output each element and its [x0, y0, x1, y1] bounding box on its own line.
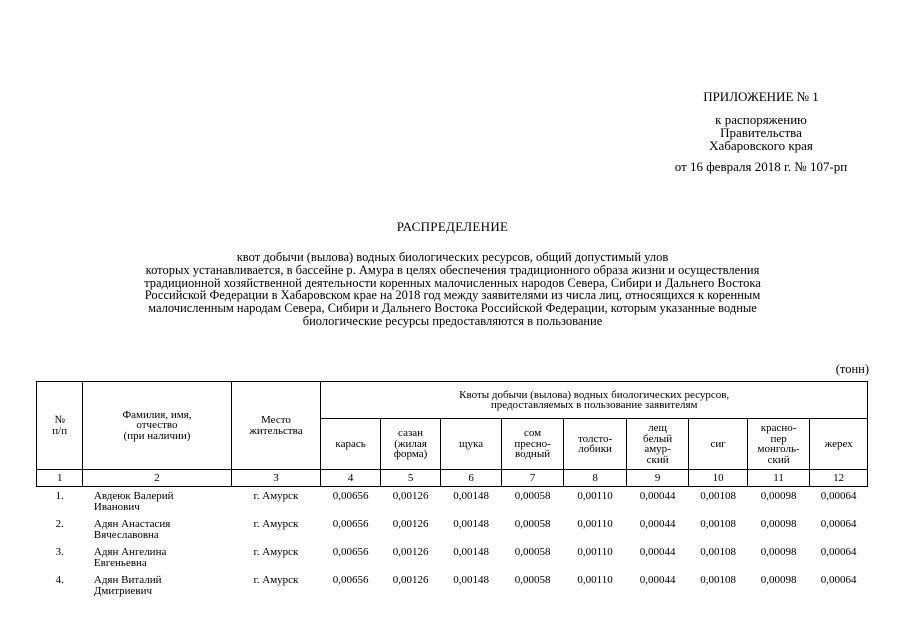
quota-value: 0,00656 [332, 518, 369, 530]
quota-value: 0,00148 [453, 518, 489, 530]
applicant-name: Авдеюк Валерий Иванович [93, 490, 174, 513]
header-num: № п/п [37, 382, 83, 470]
quota-value: 0,00148 [453, 490, 489, 502]
subtitle-line: Российской Федерации в Хабаровском крае на 2018 год между заявителями из числа лиц, относящихся к коренным [144, 288, 761, 303]
quota-value: 0,00126 [392, 518, 429, 530]
column-number: 4 [321, 470, 380, 487]
quota-value: 0,00044 [639, 546, 676, 558]
column-number: 7 [501, 470, 564, 487]
column-number: 1 [37, 470, 83, 487]
column-number: 9 [626, 470, 689, 487]
quota-value: 0,00108 [700, 518, 736, 530]
quota-value: 0,00044 [639, 574, 676, 586]
table-row [37, 515, 868, 543]
quota-value: 0,00098 [760, 490, 797, 502]
quota-value: 0,00108 [700, 546, 736, 558]
column-number: 2 [83, 470, 231, 487]
header-species-silver-carp: толсто- лобики [564, 419, 627, 470]
annex-line-region: Хабаровского края [709, 138, 813, 153]
column-number: 6 [441, 470, 502, 487]
quota-value: 0,00110 [577, 546, 613, 558]
row-number: 1. [55, 490, 64, 502]
quota-value: 0,00126 [392, 546, 429, 558]
column-number: 10 [689, 470, 747, 487]
quota-value: 0,00098 [760, 518, 797, 530]
table-row [37, 487, 868, 516]
subtitle-line: квот добычи (вылова) водных биологических ресурсов, общий допустимый улов [236, 250, 669, 264]
quota-value: 0,00098 [760, 546, 797, 558]
column-number: 12 [810, 470, 868, 487]
subtitle-line: биологические ресурсы предоставляются в пользование [302, 313, 603, 328]
quota-table [36, 381, 868, 599]
header-species-whitefish: сиг [689, 419, 747, 470]
table-body [37, 487, 868, 600]
quota-value: 0,00058 [514, 546, 551, 558]
annex-number: ПРИЛОЖЕНИЕ № 1 [703, 89, 819, 104]
quota-value: 0,00044 [639, 490, 676, 502]
row-number: 3. [55, 546, 64, 558]
residence: г. Амурск [253, 546, 299, 558]
quota-value: 0,00656 [332, 574, 369, 586]
header-species-redfin: красно- пер монголь- ский [747, 419, 810, 470]
header-species-catfish: сом пресно- водный [501, 419, 564, 470]
quota-value: 0,00126 [392, 574, 429, 586]
header-species-bream: лещ белый амур- ский [626, 419, 689, 470]
applicant-name: Адян Виталий Дмитриевич [93, 574, 162, 597]
subtitle-line: традиционной хозяйственной деятельности коренных малочисленных народов Севера, Сибири и Дальнего Востока [144, 275, 761, 290]
subtitle-line: малочисленным народам Севера, Сибири и Дальнего Востока Российской Федерации, которым указанные водные [148, 301, 757, 316]
header-species-carp: сазан (жилая форма) [380, 419, 441, 470]
header-residence: Место жительства [231, 382, 321, 470]
annex-line-government: Правительства [720, 125, 802, 140]
quota-value: 0,00108 [700, 490, 736, 502]
quota-value: 0,00148 [453, 546, 489, 558]
residence: г. Амурск [253, 574, 299, 586]
quota-value: 0,00098 [760, 574, 797, 586]
column-number: 3 [231, 470, 321, 487]
quota-value: 0,00110 [577, 490, 613, 502]
row-number: 2. [55, 518, 64, 530]
quota-value: 0,00058 [514, 518, 551, 530]
header-name: Фамилия, имя, отчество (при наличии) [83, 382, 231, 470]
column-number: 11 [747, 470, 810, 487]
quota-value: 0,00058 [514, 490, 551, 502]
subtitle-line: которых устанавливается, в бассейне р. Амура в целях обеспечения традиционного образа жизни и осуществления [145, 262, 760, 277]
quota-value: 0,00064 [820, 490, 857, 502]
quota-value: 0,00110 [577, 518, 613, 530]
quota-value: 0,00656 [332, 490, 369, 502]
annex-date: от 16 февраля 2018 г. № 107-рп [674, 159, 848, 174]
table-row [37, 543, 868, 571]
quota-value: 0,00058 [514, 574, 551, 586]
quota-value: 0,00064 [820, 546, 857, 558]
quota-value: 0,00044 [639, 518, 676, 530]
header-quotas-group: Квоты добычи (вылова) водных биологических ресурсов, предоставляемых в пользование заявителям [321, 382, 868, 419]
row-number: 4. [55, 574, 64, 586]
quota-value: 0,00064 [820, 574, 857, 586]
header-species-crucian: карась [321, 419, 380, 470]
table-row [37, 571, 868, 599]
annex-line-order: к распоряжению [715, 112, 807, 127]
document-subtitle [60, 251, 845, 328]
residence: г. Амурск [253, 518, 299, 530]
applicant-name: Адян Анастасия Вячеславовна [93, 518, 171, 541]
header-species-pike: щука [441, 419, 502, 470]
units-label: (тонн) [835, 362, 869, 376]
quota-value: 0,00110 [577, 574, 613, 586]
quota-value: 0,00126 [392, 490, 429, 502]
column-number: 5 [380, 470, 441, 487]
residence: г. Амурск [253, 490, 299, 502]
document-title: РАСПРЕДЕЛЕНИЕ [396, 219, 509, 234]
column-number: 8 [564, 470, 627, 487]
header-species-asp: жерех [810, 419, 868, 470]
quota-value: 0,00148 [453, 574, 489, 586]
quota-value: 0,00108 [700, 574, 736, 586]
quota-value: 0,00656 [332, 546, 369, 558]
quota-value: 0,00064 [820, 518, 857, 530]
annex-block [651, 90, 871, 173]
applicant-name: Адян Ангелина Евгеньевна [93, 546, 167, 569]
